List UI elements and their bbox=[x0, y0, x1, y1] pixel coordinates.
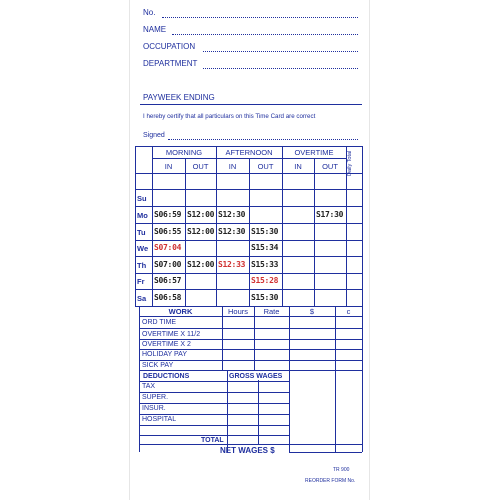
day-label-tu: Tu bbox=[137, 228, 146, 237]
grid-left-edge bbox=[135, 146, 136, 306]
signed-field[interactable] bbox=[168, 139, 358, 140]
stamp-tu-morning-out: S12:00 bbox=[187, 227, 215, 236]
occupation-field[interactable] bbox=[203, 51, 358, 52]
department-field[interactable] bbox=[203, 68, 358, 69]
stamp-we-morning-in: S07:04 bbox=[154, 243, 182, 252]
col-line bbox=[249, 158, 250, 306]
payweek-underline bbox=[140, 104, 362, 105]
day-label-th: Th bbox=[137, 261, 147, 270]
super-label: SUPER. bbox=[142, 394, 169, 401]
col-line bbox=[185, 158, 186, 306]
stamp-fr-morning-in: S06:57 bbox=[154, 276, 182, 285]
daily-total-header: Daily Total bbox=[347, 150, 353, 176]
stamp-sa-morning-in: S06:58 bbox=[154, 293, 182, 302]
name-field[interactable] bbox=[172, 34, 358, 35]
afternoon-header: AFTERNOON bbox=[225, 148, 273, 157]
row-line bbox=[139, 381, 289, 382]
net-wages-box[interactable] bbox=[197, 464, 287, 484]
overtime-header: OVERTIME bbox=[294, 148, 334, 157]
row-line bbox=[139, 328, 362, 329]
stamp-we-afternoon-out: S15:34 bbox=[251, 243, 279, 252]
row-line bbox=[139, 403, 289, 404]
occupation-label: OCCUPATION bbox=[143, 42, 196, 51]
row-line bbox=[139, 444, 362, 445]
grid-top-line bbox=[135, 146, 363, 147]
row-line bbox=[139, 425, 289, 426]
hours-header: Hours bbox=[227, 307, 248, 316]
stamp-mo-morning-out: S12:00 bbox=[187, 210, 215, 219]
name-label: NAME bbox=[143, 25, 167, 34]
right-edge bbox=[362, 146, 363, 452]
day-label-mo: Mo bbox=[137, 211, 148, 220]
stamp-th-morning-out: S12:00 bbox=[187, 260, 215, 269]
overtime-in-header: IN bbox=[294, 162, 302, 171]
signed-label: Signed bbox=[143, 132, 165, 139]
row-line bbox=[139, 360, 362, 361]
row-line bbox=[139, 339, 362, 340]
stamp-th-morning-in: S07:00 bbox=[154, 260, 182, 269]
stamp-mo-afternoon-in: S12:30 bbox=[218, 210, 246, 219]
row-line bbox=[139, 414, 289, 415]
tax-label: TAX bbox=[142, 383, 156, 390]
insur-label: INSUR. bbox=[142, 405, 166, 412]
row-line bbox=[139, 392, 289, 393]
overtime-2-label: OVERTIME X 2 bbox=[142, 341, 191, 348]
day-label-sa: Sa bbox=[137, 294, 147, 303]
dollars-header: $ bbox=[309, 307, 315, 316]
day-label-fr: Fr bbox=[137, 277, 145, 286]
afternoon-in-header: IN bbox=[228, 162, 237, 171]
sick-pay-label: SICK PAY bbox=[142, 362, 174, 369]
row-line bbox=[139, 370, 362, 371]
day-label-we: We bbox=[137, 244, 149, 253]
no-label: No. bbox=[143, 8, 156, 17]
morning-in-header: IN bbox=[164, 162, 173, 171]
stamp-th-afternoon-in: S12:33 bbox=[218, 260, 246, 269]
deductions-col-line bbox=[227, 370, 228, 452]
work-header: WORK bbox=[168, 307, 193, 316]
row-line bbox=[139, 435, 289, 436]
stamp-tu-morning-in: S06:55 bbox=[154, 227, 182, 236]
rate-header: Rate bbox=[263, 307, 280, 316]
stamp-tu-afternoon-out: S15:30 bbox=[251, 227, 279, 236]
morning-out-header: OUT bbox=[192, 162, 209, 171]
form-code: TR 900 bbox=[333, 467, 350, 473]
row-line bbox=[139, 349, 362, 350]
certify-text: I hereby certify that all particulars on this Time Card are correct bbox=[143, 113, 316, 120]
net-wages-line bbox=[289, 452, 362, 453]
work-header-line bbox=[139, 316, 363, 317]
morning-header: MORNING bbox=[165, 148, 203, 157]
holiday-pay-label: HOLIDAY PAY bbox=[142, 351, 187, 358]
stamp-tu-afternoon-in: S12:30 bbox=[218, 227, 246, 236]
no-field[interactable] bbox=[162, 17, 358, 18]
ord-time-label: ORD TIME bbox=[142, 319, 177, 326]
payweek-label: PAYWEEK ENDING bbox=[143, 93, 215, 102]
stamp-mo-morning-in: S06:59 bbox=[154, 210, 182, 219]
stamp-th-afternoon-out: S15:33 bbox=[251, 260, 279, 269]
deductions-header: DEDUCTIONS bbox=[143, 373, 190, 380]
stamp-sa-afternoon-out: S15:30 bbox=[251, 293, 279, 302]
department-label: DEPARTMENT bbox=[143, 59, 198, 68]
hospital-label: HOSPITAL bbox=[142, 416, 177, 423]
cents-header: c bbox=[346, 307, 351, 316]
net-wages-label: NET WAGES $ bbox=[220, 446, 275, 455]
overtime-out-header: OUT bbox=[322, 162, 338, 171]
stamp-fr-afternoon-out: S15:28 bbox=[251, 276, 279, 285]
afternoon-out-header: OUT bbox=[257, 162, 274, 171]
gross-wages-header: GROSS WAGES bbox=[229, 373, 283, 380]
day-label-su: Su bbox=[137, 194, 147, 203]
total-label: TOTAL bbox=[201, 437, 224, 444]
overtime-1-5-label: OVERTIME X 11/2 bbox=[142, 331, 201, 338]
reorder-label: REORDER FORM No. bbox=[305, 478, 356, 484]
col-line bbox=[314, 158, 315, 306]
stamp-mo-overtime-out: S17:30 bbox=[316, 210, 344, 219]
